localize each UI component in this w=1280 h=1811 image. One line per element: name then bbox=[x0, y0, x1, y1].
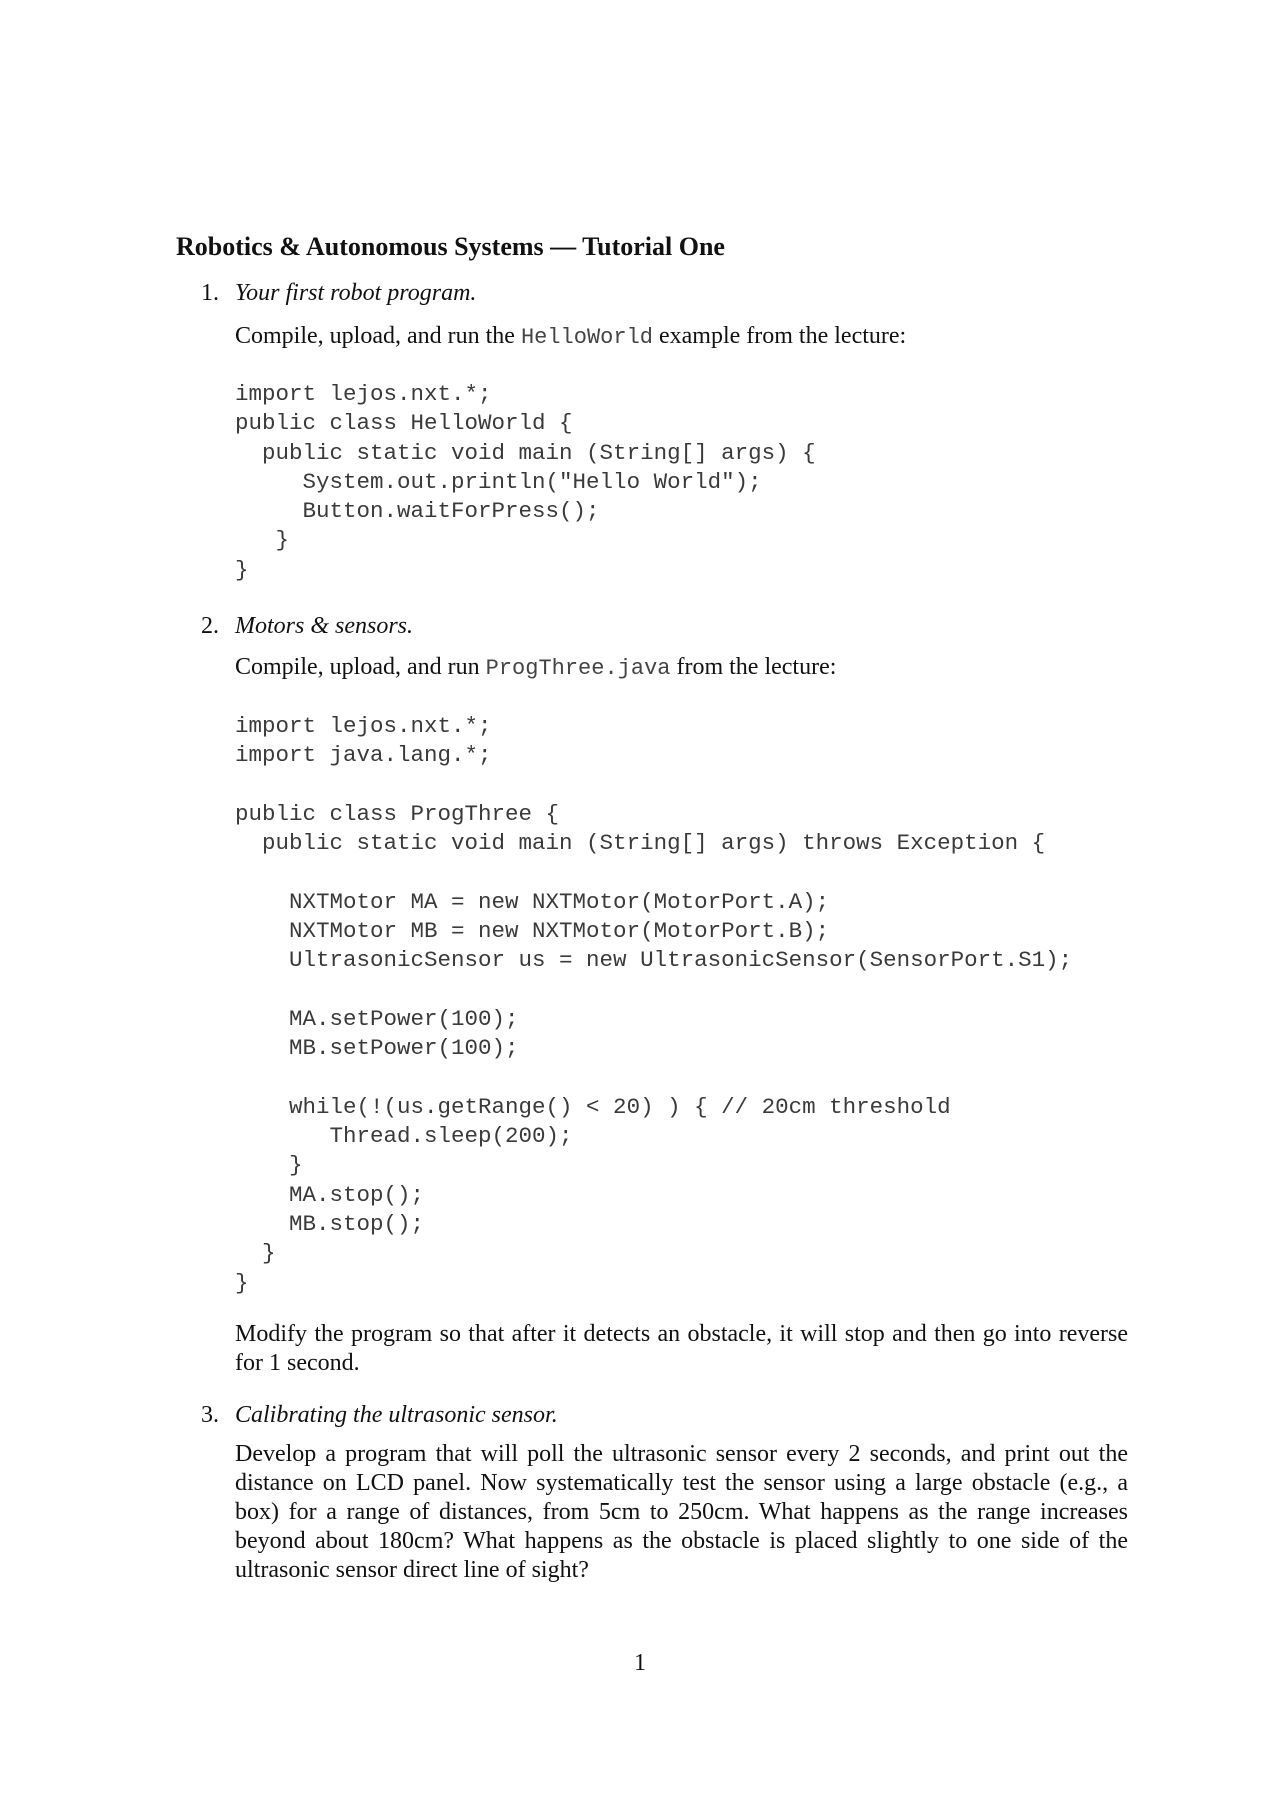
item-1-code-block: import lejos.nxt.*; public class HelloWorld { public static void main (String[] args) { System.out.println("Hello World"); Button.waitForPress(); } } bbox=[235, 381, 816, 583]
item-3-number: 3. bbox=[201, 1402, 219, 1428]
item-2-heading: Motors & sensors. bbox=[235, 613, 414, 639]
item-3-body: Develop a program that will poll the ultrasonic sensor every 2 seconds, and print out the distance on LCD panel. Now systematically test the sensor using a large obstacle (e.g., a box) for a range of distances, from 5cm to 250cm. What happens as the range increases beyond about 180cm? What happens as the obstacle is placed slightly to one side of the ultrasonic sensor direct line of sight? bbox=[235, 1441, 1128, 1583]
item-2-intro-text-after: from the lecture: bbox=[670, 654, 837, 680]
item-2-intro-code: ProgThree.java bbox=[485, 656, 671, 681]
item-2-intro bbox=[235, 653, 1128, 683]
item-1-intro-text-after: example from the lecture: bbox=[652, 323, 907, 349]
item-1-number: 1. bbox=[201, 280, 219, 306]
item-3-heading: Calibrating the ultrasonic sensor. bbox=[235, 1402, 558, 1428]
item-1-intro bbox=[235, 322, 1128, 352]
item-1-heading: Your first robot program. bbox=[235, 280, 477, 306]
item-2-code-block: import lejos.nxt.*; import java.lang.*; public class ProgThree { public static void main (String[] args) throws Exception { NXTMotor MA = new NXTMotor(MotorPort.A); NXTMotor MB = new NXTMotor(MotorPort.B); UltrasonicSensor us = new UltrasonicSensor(SensorPort.S1); MA.setPower(100); MB.setPower(100); while(!(us.getRange() < 20) ) { // 20cm threshold Thread.sleep(200); } MA.stop(); MB.stop(); } } bbox=[235, 713, 1073, 1296]
item-1-intro-code: HelloWorld bbox=[520, 325, 653, 350]
item-2-instructions: Modify the program so that after it detects an obstacle, it will stop and then go into reverse for 1 second. bbox=[235, 1321, 1128, 1376]
item-1-intro-text-before: Compile, upload, and run the bbox=[235, 323, 521, 349]
item-2-intro-text-before: Compile, upload, and run bbox=[235, 654, 486, 680]
item-2-number: 2. bbox=[201, 613, 219, 639]
document-title: Robotics & Autonomous Systems — Tutorial One bbox=[176, 232, 725, 261]
page-number: 1 bbox=[634, 1650, 646, 1676]
